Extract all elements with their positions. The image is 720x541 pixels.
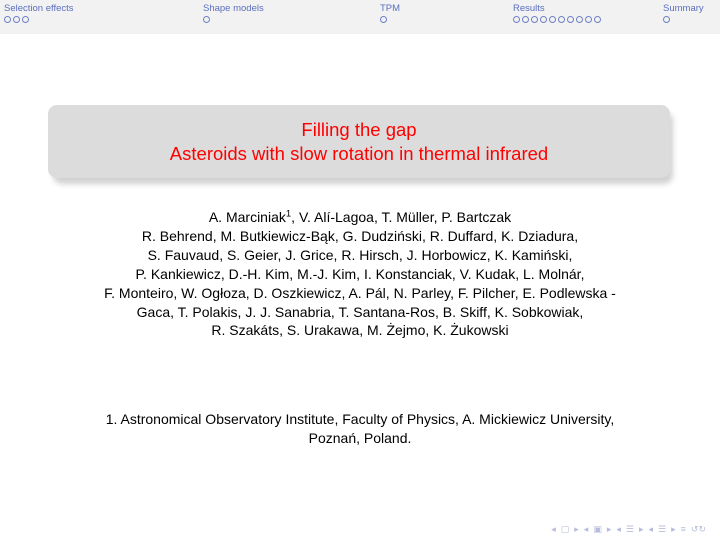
nav-dots-results [513, 16, 601, 24]
nav-frame-dot[interactable] [4, 16, 11, 23]
nav-section-summary[interactable]: Summary [663, 3, 704, 14]
nav-frame-dot[interactable] [203, 16, 210, 23]
slide-icon[interactable]: ☰ [658, 523, 667, 534]
beamer-navigation-symbols [551, 523, 706, 535]
appendix-icon[interactable]: ≡ [680, 524, 686, 534]
nav-dots-shape-models [203, 16, 210, 24]
nav-frame-dot[interactable] [380, 16, 387, 23]
nav-frame-dot[interactable] [522, 16, 529, 23]
affiliation-line: 1. Astronomical Observatory Institute, Faculty of Physics, A. Mickiewicz University, [105, 411, 615, 427]
section-navigation-bar [0, 0, 720, 34]
author-line: R. Behrend, M. Butkiewicz-Bąk, G. Dudziński, R. Duffard, K. Dziadura, [141, 227, 579, 244]
nav-dots-summary [663, 16, 670, 24]
nav-frame-dot[interactable] [594, 16, 601, 23]
next-slide-icon[interactable]: ▸ [671, 523, 676, 534]
nav-frame-dot[interactable] [576, 16, 583, 23]
affiliation-line: Poznań, Poland. [308, 430, 412, 446]
nav-section-shape-models[interactable]: Shape models [203, 3, 264, 14]
author-line: P. Kankiewicz, D.-H. Kim, M.-J. Kim, I. Konstanciak, V. Kudak, L. Molnár, [135, 265, 585, 282]
next-subsection-icon[interactable]: ▸ [606, 523, 612, 534]
author-line-rest: , V. Alí-Lagoa, T. Müller, P. Bartczak [291, 209, 512, 225]
nav-frame-dot[interactable] [585, 16, 592, 23]
nav-frame-dot[interactable] [540, 16, 547, 23]
prev-frame-icon[interactable]: ◂ [551, 523, 556, 534]
author-line: R. Szakáts, S. Urakawa, M. Żejmo, K. Żukowski [211, 322, 509, 339]
author-line: F. Monteiro, W. Ogłoza, D. Oszkiewicz, A. Pál, N. Parley, F. Pilcher, E. Podlewska - [104, 284, 616, 301]
nav-dots-selection-effects [4, 16, 29, 24]
frame-icon[interactable]: ▢ [560, 523, 570, 534]
next-section-icon[interactable]: ▸ [638, 523, 644, 534]
presentation-subtitle: Asteroids with slow rotation in thermal infrared [169, 142, 549, 164]
prev-section-icon[interactable]: ◂ [616, 523, 621, 534]
nav-section-results[interactable]: Results [513, 3, 545, 14]
author-list [0, 208, 720, 340]
subsection-icon[interactable]: ▣ [593, 523, 602, 534]
author-line [0, 208, 720, 227]
nav-frame-dot[interactable] [663, 16, 670, 23]
prev-slide-icon[interactable]: ◂ [648, 523, 654, 534]
nav-frame-dot[interactable] [513, 16, 520, 23]
nav-frame-dot[interactable] [549, 16, 556, 23]
author-line: S. Fauvaud, S. Geier, J. Grice, R. Hirsch, J. Horbowicz, K. Kamiński, [147, 246, 573, 263]
section-icon[interactable]: ☰ [625, 523, 634, 534]
nav-frame-dot[interactable] [22, 16, 29, 23]
first-author: A. Marciniak [208, 209, 286, 225]
title-box [48, 105, 670, 178]
affiliation [0, 410, 720, 448]
nav-frame-dot[interactable] [13, 16, 20, 23]
search-back-forward-icon[interactable]: ↺↻ [690, 523, 706, 534]
nav-section-tpm[interactable]: TPM [380, 3, 401, 14]
nav-frame-dot[interactable] [531, 16, 538, 23]
prev-subsection-icon[interactable]: ◂ [583, 523, 589, 534]
affiliation-marker: 1 [285, 208, 292, 220]
nav-section-selection-effects[interactable]: Selection effects [4, 3, 74, 14]
nav-frame-dot[interactable] [558, 16, 565, 23]
presentation-title: Filling the gap [301, 118, 417, 140]
next-frame-icon[interactable]: ▸ [574, 523, 579, 534]
nav-dots-tpm [380, 16, 387, 24]
nav-frame-dot[interactable] [567, 16, 574, 23]
author-line: Gaca, T. Polakis, J. J. Sanabria, T. Santana-Ros, B. Skiff, K. Sobkowiak, [136, 303, 584, 320]
